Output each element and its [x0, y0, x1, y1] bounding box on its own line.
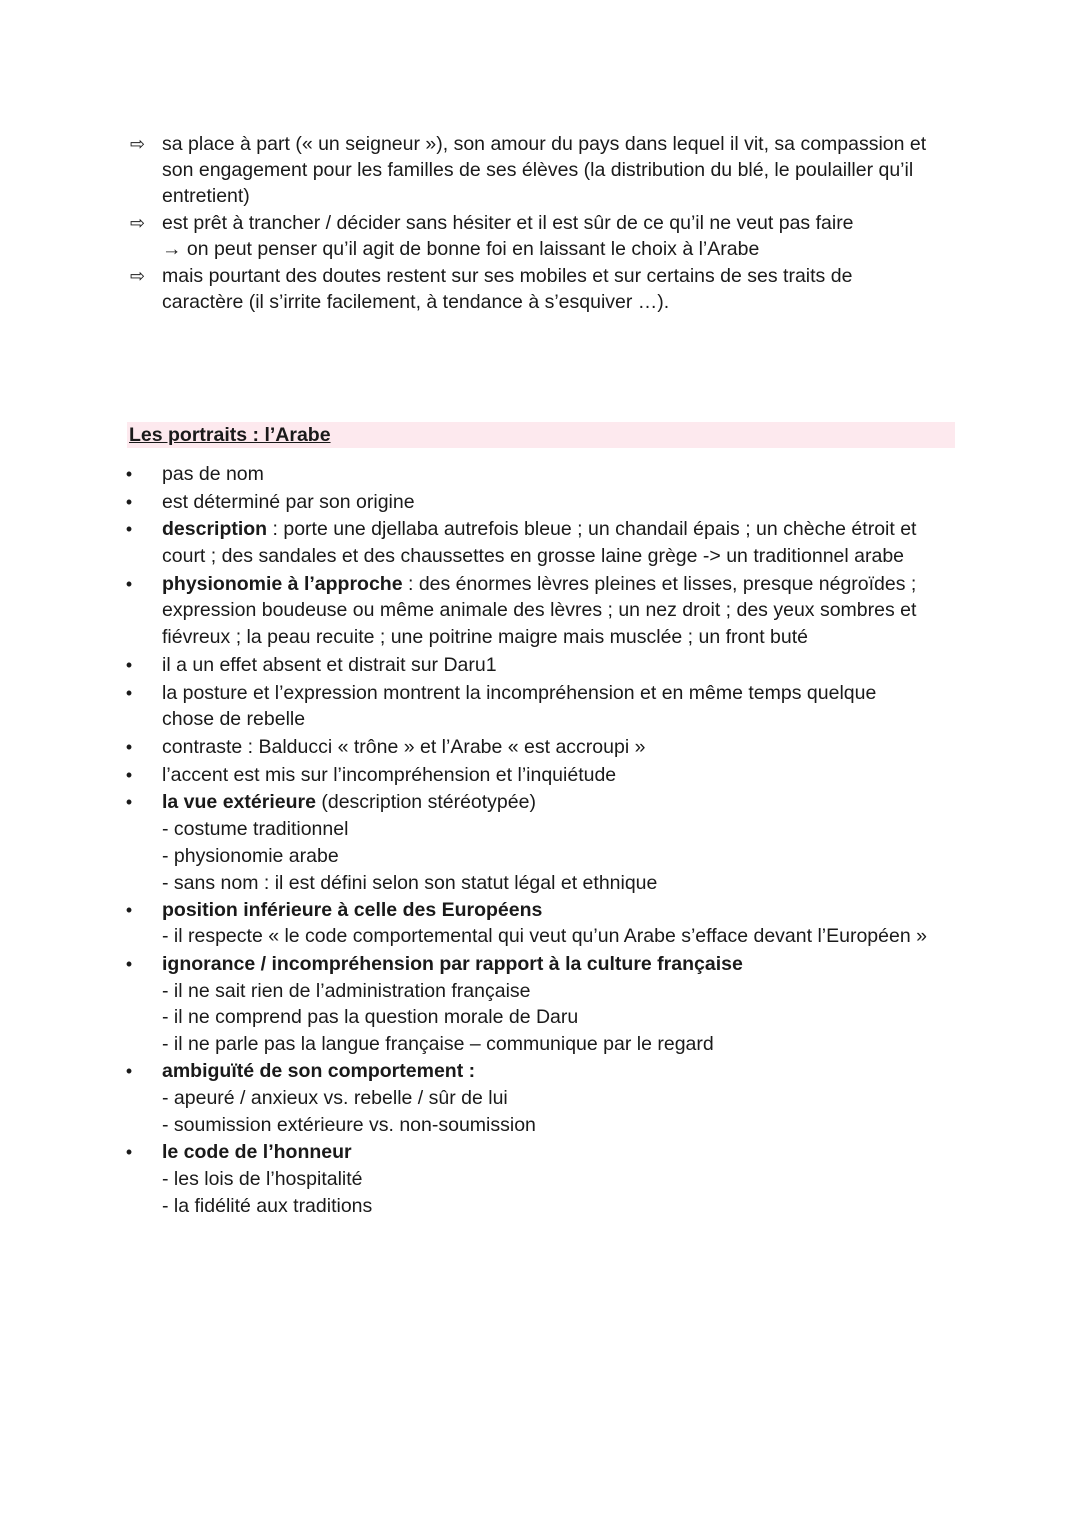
text-line: → on peut penser qu’il agit de bonne foi en laissant le choix à l’Arabe — [162, 238, 760, 260]
text-line: fiévreux ; la peau recuite ; une poitrine maigre mais musclée ; un front buté — [162, 626, 809, 648]
bullet-icon: • — [125, 1061, 133, 1081]
list-item: il a un effet absent et distrait sur Daru1 — [162, 654, 497, 676]
item-label: position inférieure à celle des Européens — [162, 899, 543, 921]
bullet-icon: • — [125, 954, 133, 974]
list-item: l’accent est mis sur l’incompréhension et l’inquiétude — [162, 764, 617, 786]
sub-item: - il ne comprend pas la question morale de Daru — [162, 1006, 579, 1028]
bullet-icon: • — [125, 574, 133, 594]
text-line: sa place à part (« un seigneur »), son amour du pays dans lequel il vit, sa compassion et — [162, 133, 927, 155]
list-item — [162, 789, 536, 815]
list-item — [162, 951, 743, 977]
sub-item: - physionomie arabe — [162, 845, 339, 867]
item-label: description — [162, 518, 268, 540]
bullet-icon: • — [125, 900, 133, 920]
text-line: chose de rebelle — [162, 708, 306, 730]
list-item — [162, 1058, 475, 1084]
sub-item: - soumission extérieure vs. non-soumission — [162, 1114, 536, 1136]
sub-item: - costume traditionnel — [162, 818, 349, 840]
item-label: physionomie à l’approche — [162, 573, 403, 595]
item-text: : porte une djellaba autrefois bleue ; un chandail épais ; un chèche étroit et — [267, 518, 917, 540]
list-item: est déterminé par son origine — [162, 491, 415, 513]
list-item: la posture et l’expression montrent la incompréhension et en même temps quelque — [162, 682, 877, 704]
text-line: entretient) — [162, 185, 250, 207]
sub-item: - il ne sait rien de l’administration française — [162, 980, 531, 1002]
arrow-icon: ⇨ — [130, 213, 146, 233]
item-label: le code de l’honneur — [162, 1141, 352, 1163]
sub-item: - il respecte « le code comportemental qui veut qu’un Arabe s’efface devant l’Européen » — [162, 925, 927, 947]
item-text: : des énormes lèvres pleines et lisses, presque négroïdes ; — [402, 573, 917, 595]
text-line: son engagement pour les familles de ses élèves (la distribution du blé, le poulailler qu’il — [162, 159, 914, 181]
item-label: ambiguïté de son comportement : — [162, 1060, 476, 1082]
bullet-icon: • — [125, 464, 133, 484]
sub-item: - sans nom : il est défini selon son statut légal et ethnique — [162, 872, 658, 894]
list-item — [162, 897, 542, 923]
section-heading: Les portraits : l’Arabe — [129, 424, 331, 446]
list-item — [162, 1139, 352, 1165]
bullet-icon: • — [125, 765, 133, 785]
list-item: pas de nom — [162, 463, 264, 485]
bullet-icon: • — [125, 655, 133, 675]
text-line: court ; des sandales et des chaussettes en grosse laine grège -> un traditionnel arabe — [162, 545, 905, 567]
text-line: caractère (il s’irrite facilement, à tendance à s’esquiver …). — [162, 291, 670, 313]
bullet-icon: • — [125, 492, 133, 512]
bullet-icon: • — [125, 792, 133, 812]
bullet-icon: • — [125, 1142, 133, 1162]
item-text: (description stéréotypée) — [315, 791, 536, 813]
sub-item: - la fidélité aux traditions — [162, 1195, 373, 1217]
item-label: ignorance / incompréhension par rapport à la culture française — [162, 953, 743, 975]
item-label: la vue extérieure — [162, 791, 316, 813]
text-line: expression boudeuse ou même animale des lèvres ; un nez droit ; des yeux sombres et — [162, 599, 917, 621]
bullet-icon: • — [125, 519, 133, 539]
arrow-icon: ⇨ — [130, 266, 146, 286]
list-item: contraste : Balducci « trône » et l’Arabe « est accroupi » — [162, 736, 646, 758]
sub-item: - les lois de l’hospitalité — [162, 1168, 363, 1190]
list-item — [162, 516, 916, 542]
text-line: mais pourtant des doutes restent sur ses mobiles et sur certains de ses traits de — [162, 265, 853, 287]
sub-item: - apeuré / anxieux vs. rebelle / sûr de lui — [162, 1087, 508, 1109]
sub-item: - il ne parle pas la langue française – communique par le regard — [162, 1033, 714, 1055]
bullet-icon: • — [125, 737, 133, 757]
list-item — [162, 571, 916, 597]
text-line: est prêt à trancher / décider sans hésiter et il est sûr de ce qu’il ne veut pas faire — [162, 212, 854, 234]
arrow-icon: ⇨ — [130, 134, 146, 154]
bullet-icon: • — [125, 683, 133, 703]
